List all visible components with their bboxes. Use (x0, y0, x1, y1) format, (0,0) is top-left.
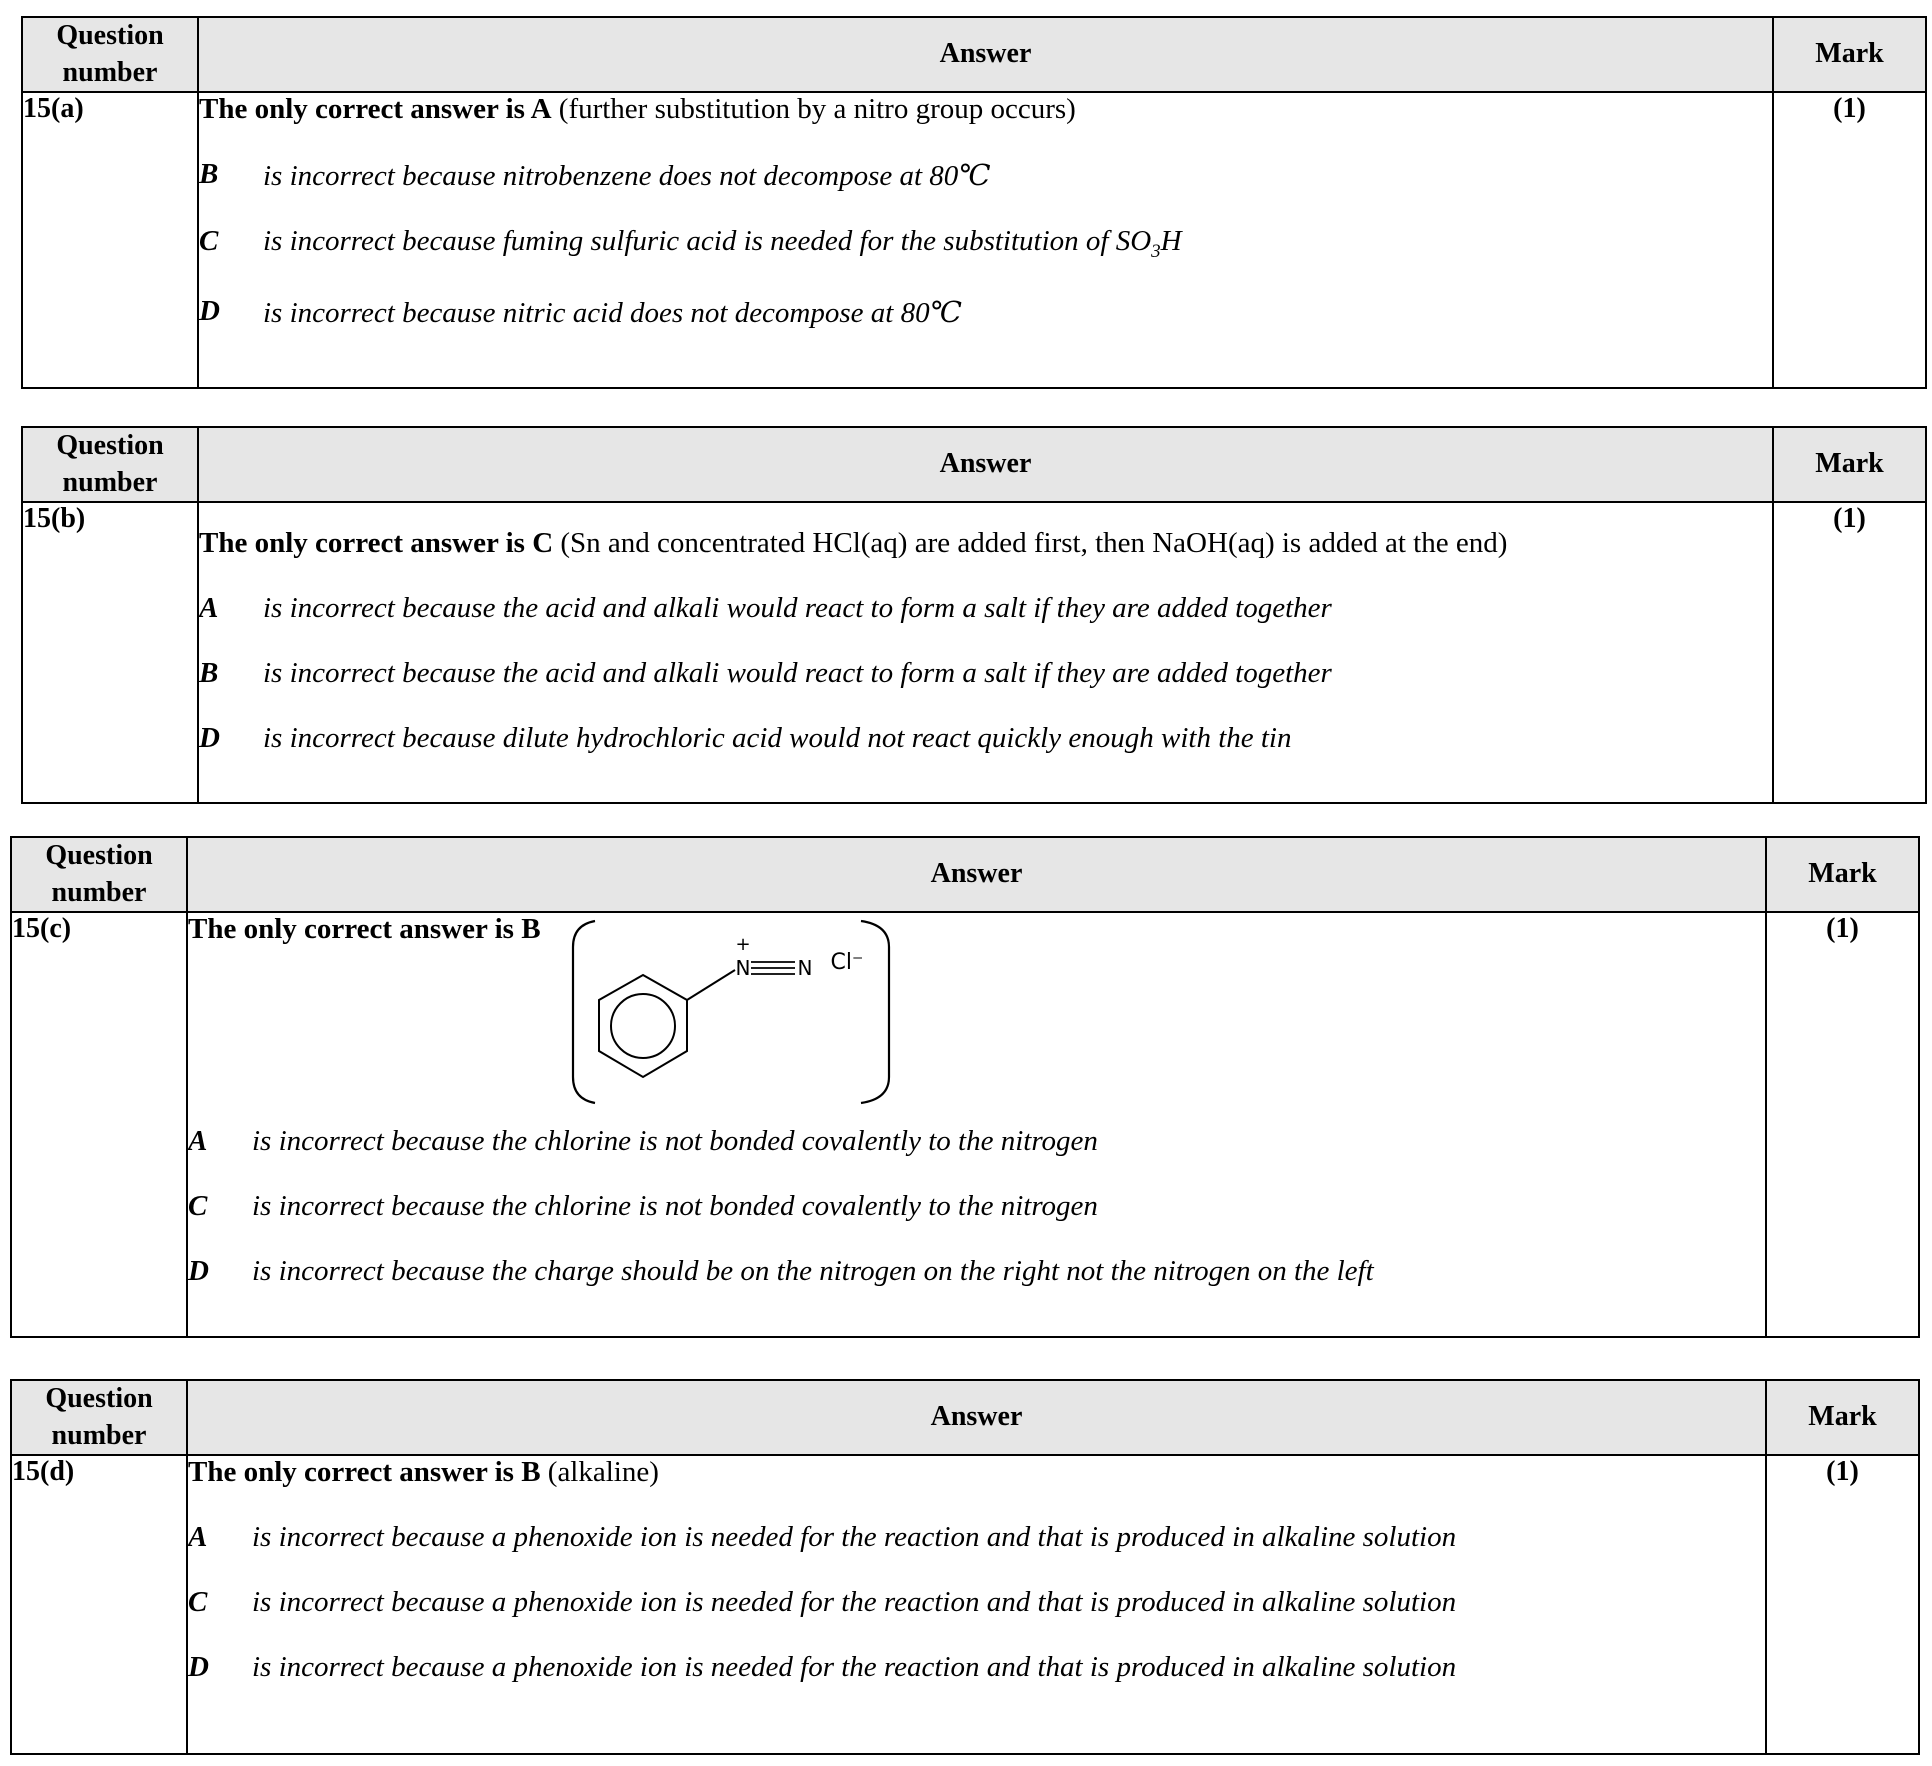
option-letter: A (199, 592, 219, 624)
correct-answer-reason: (Sn and concentrated HCl(aq) are added first, then NaOH(aq) is added at the end) (560, 527, 1508, 559)
answer-header: Answer (187, 837, 1766, 912)
mark-header: Mark (1773, 17, 1926, 92)
mark-value: (1) (1766, 912, 1919, 1337)
correct-answer-lead: The only correct answer is B (188, 1456, 541, 1488)
option-row (199, 657, 1772, 690)
question-number-header: Question number (11, 837, 187, 912)
option-letter: D (199, 294, 220, 327)
question-number-header: Question number (22, 17, 198, 92)
answer-header: Answer (187, 1380, 1766, 1455)
option-row (188, 1651, 1765, 1684)
question-number: 15(a) (22, 92, 198, 388)
option-row (199, 592, 1772, 625)
option-letter: B (199, 158, 219, 190)
correct-answer-line (199, 527, 1772, 560)
option-row (188, 1255, 1765, 1288)
mark-table-15a (21, 16, 1927, 389)
option-letter: C (188, 1190, 208, 1222)
mark-header: Mark (1766, 837, 1919, 912)
option-row (199, 722, 1772, 755)
option-explanation: is incorrect because the chlorine is not bonded covalently to the nitrogen (252, 1125, 1098, 1157)
answer-cell (198, 502, 1773, 803)
option-explanation: is incorrect because a phenoxide ion is needed for the reaction and that is produced in alkaline solution (252, 1521, 1457, 1553)
benzenediazonium-chloride-structure (569, 917, 909, 1107)
option-explanation: is incorrect because dilute hydrochloric acid would not react quickly enough with the tin (263, 722, 1292, 754)
question-number: 15(b) (22, 502, 198, 803)
option-row (188, 1586, 1765, 1619)
answer-header: Answer (198, 17, 1773, 92)
correct-answer-row (188, 913, 1765, 1107)
option-row (188, 1521, 1765, 1554)
answer-header: Answer (198, 427, 1773, 502)
option-row (199, 295, 1772, 330)
correct-answer-lead: The only correct answer is A (199, 93, 552, 125)
option-letter: D (199, 722, 220, 754)
mark-table-15b (21, 426, 1927, 804)
option-explanation: is incorrect because nitrobenzene does not decompose at 80℃ (263, 160, 991, 192)
option-explanation: is incorrect because the charge should be on the nitrogen on the right not the nitrogen on the left (252, 1255, 1374, 1287)
option-letter: C (199, 225, 219, 257)
option-row (199, 225, 1772, 263)
option-letter: B (199, 657, 219, 689)
correct-answer-line (199, 93, 1772, 126)
question-number-header: Question number (22, 427, 198, 502)
option-explanation: is incorrect because nitric acid does not decompose at 80℃ (263, 296, 963, 329)
option-text-part: is incorrect because fuming sulfuric acid is needed for the substitution of SO (263, 225, 1152, 257)
option-explanation: is incorrect because the acid and alkali would react to form a salt if they are added together (263, 592, 1332, 624)
question-number: 15(c) (11, 912, 187, 1337)
nitrogen-right-label: N (797, 956, 813, 980)
correct-answer-reason: (alkaline) (547, 1456, 659, 1488)
positive-charge-label: + (734, 934, 751, 955)
mark-value: (1) (1773, 92, 1926, 388)
answer-cell (187, 1455, 1766, 1754)
option-letter: D (188, 1651, 209, 1683)
correct-answer-reason: (further substitution by a nitro group occurs) (558, 93, 1076, 125)
option-row (199, 158, 1772, 193)
option-explanation: is incorrect because a phenoxide ion is needed for the reaction and that is produced in alkaline solution (252, 1586, 1457, 1618)
question-number-header: Question number (11, 1380, 187, 1455)
mark-table-15c (10, 836, 1920, 1338)
subscript: 3 (1151, 240, 1161, 262)
mark-header: Mark (1773, 427, 1926, 502)
answer-cell (198, 92, 1773, 388)
answer-cell (187, 912, 1766, 1337)
option-text-part: H (1160, 225, 1182, 257)
option-letter: A (188, 1125, 208, 1157)
correct-answer-lead: The only correct answer is C (199, 527, 554, 559)
question-number: 15(d) (11, 1455, 187, 1754)
correct-answer-lead: The only correct answer is B (188, 913, 541, 945)
option-letter: C (188, 1586, 208, 1618)
option-explanation: is incorrect because the chlorine is not bonded covalently to the nitrogen (252, 1190, 1098, 1222)
option-explanation: is incorrect because a phenoxide ion is needed for the reaction and that is produced in alkaline solution (252, 1651, 1457, 1683)
correct-answer-line (188, 1456, 1765, 1489)
mark-value: (1) (1766, 1455, 1919, 1754)
nitrogen-left-label: N (735, 956, 751, 980)
option-row (188, 1190, 1765, 1223)
option-letter: A (188, 1521, 208, 1553)
option-explanation (263, 225, 1182, 263)
option-explanation: is incorrect because the acid and alkali would react to form a salt if they are added together (263, 657, 1332, 689)
option-row (188, 1125, 1765, 1158)
mark-table-15d (10, 1379, 1920, 1755)
chloride-ion-label: Cl⁻ (829, 950, 864, 975)
mark-value: (1) (1773, 502, 1926, 803)
correct-answer-line (188, 913, 541, 946)
mark-header: Mark (1766, 1380, 1919, 1455)
option-letter: D (188, 1255, 209, 1287)
